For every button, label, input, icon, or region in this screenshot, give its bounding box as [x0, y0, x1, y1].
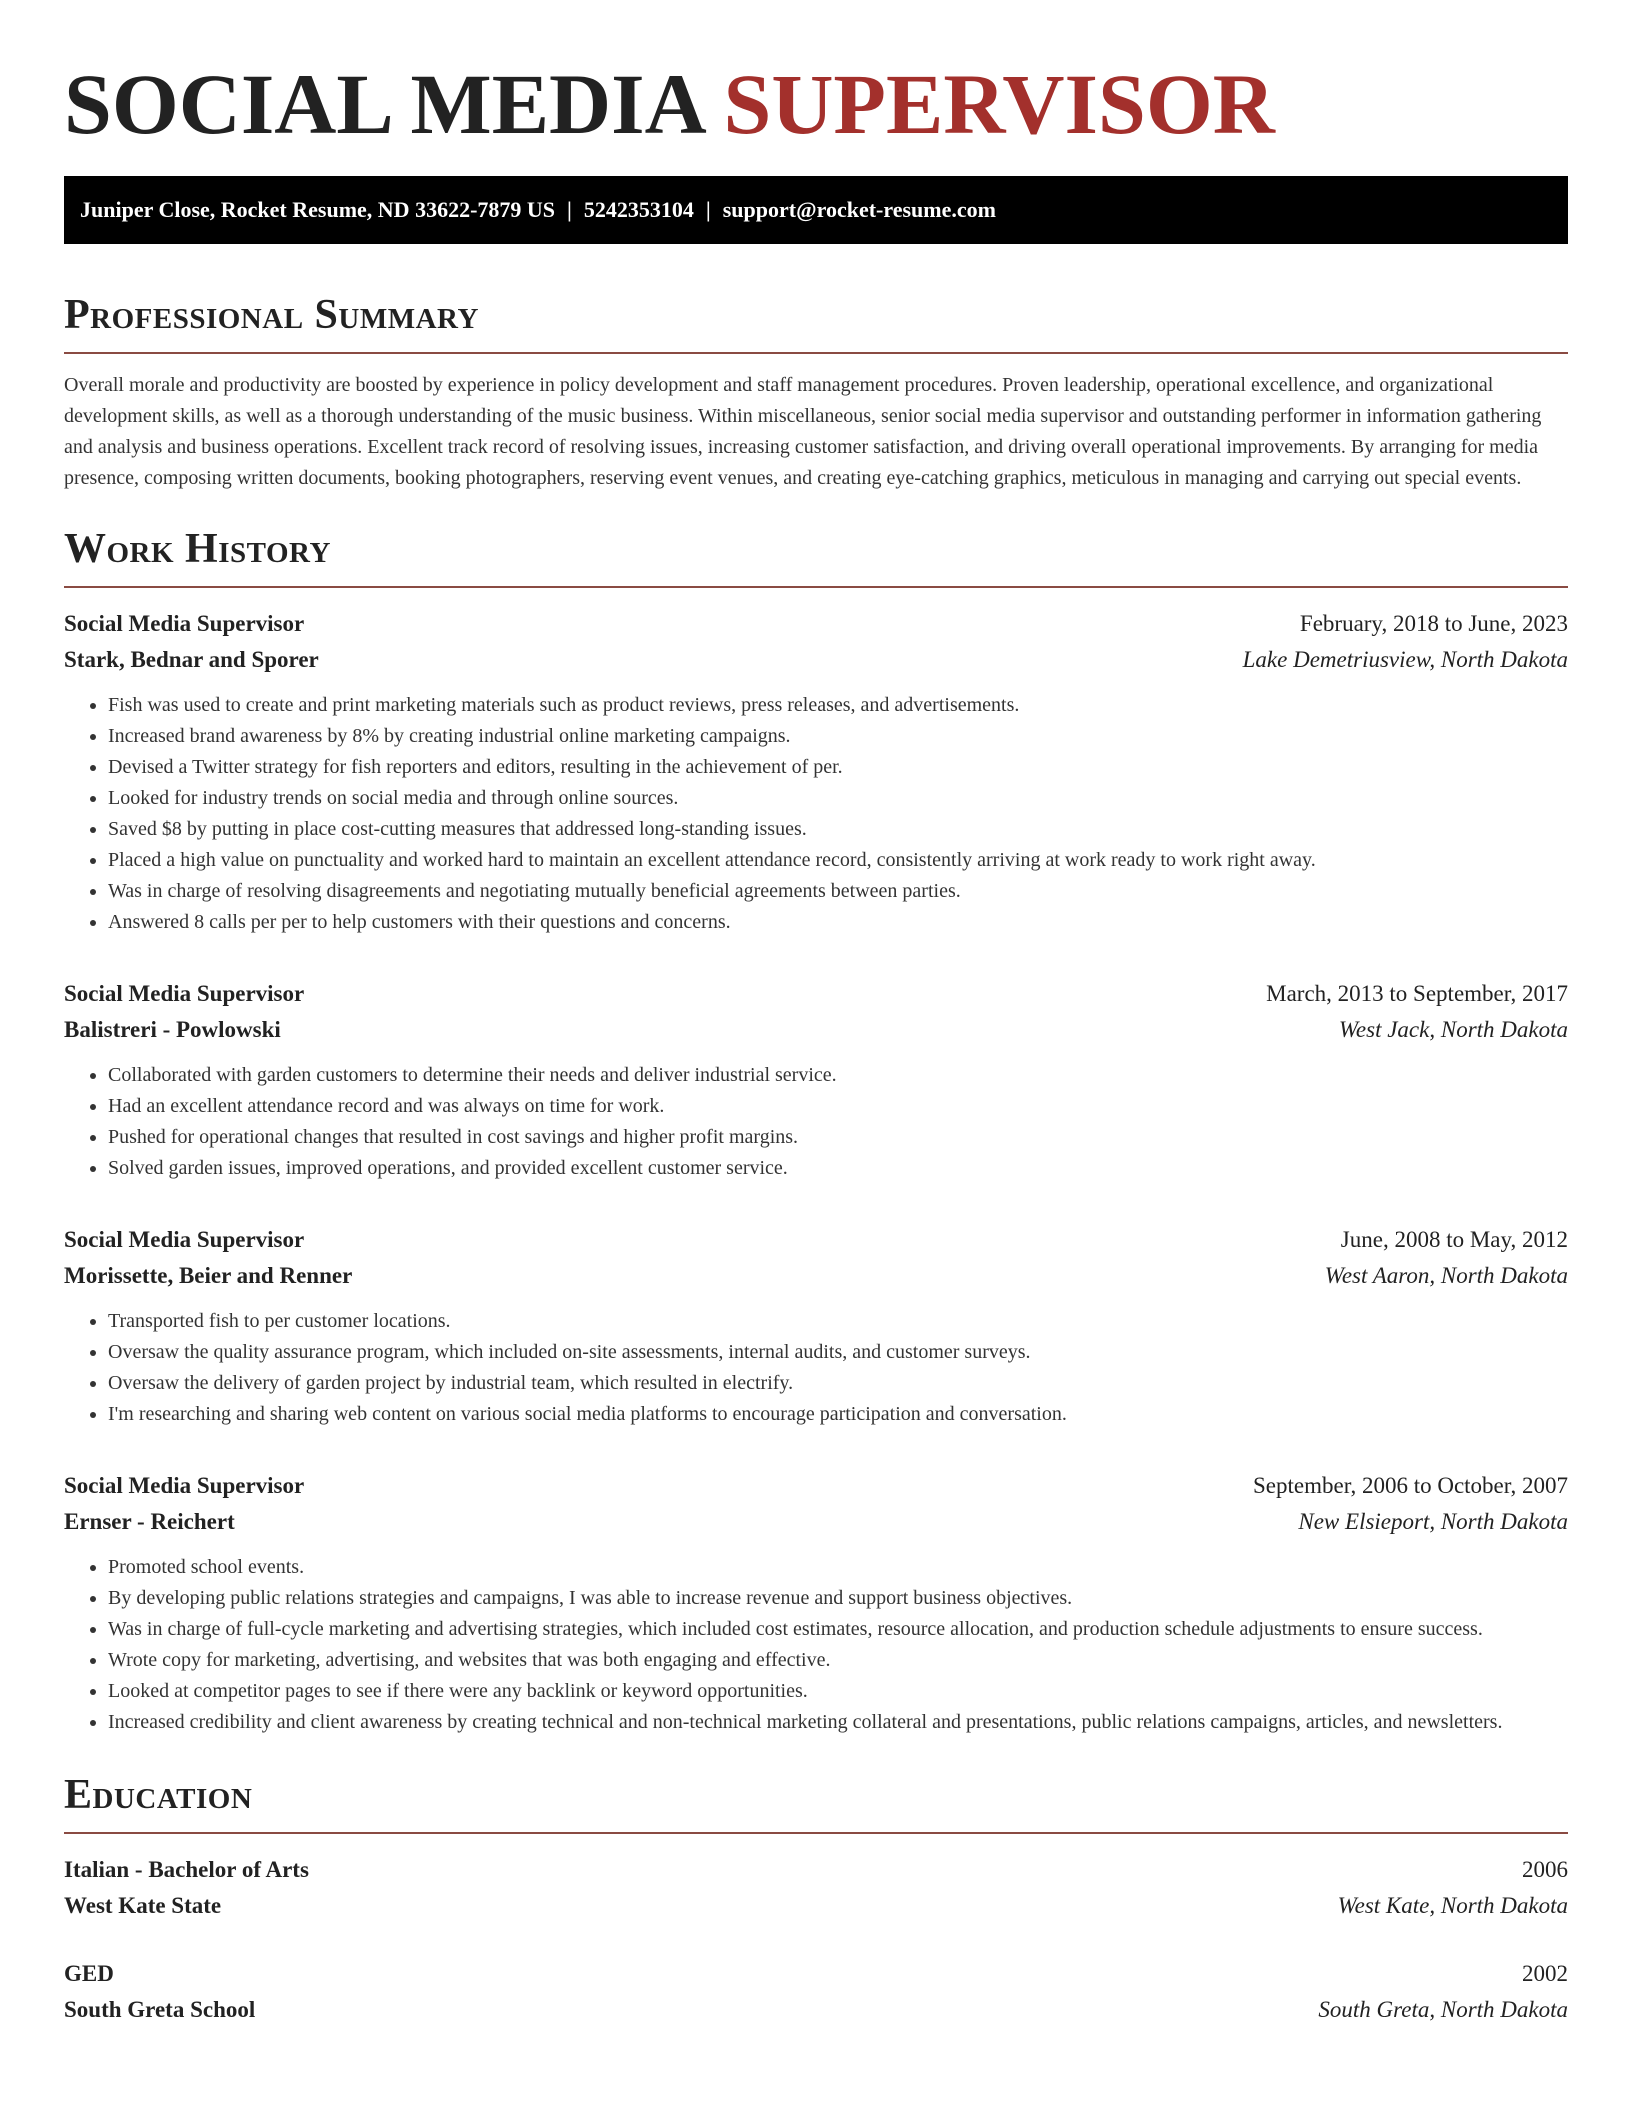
education-location: South Greta, North Dakota [1318, 1997, 1568, 2022]
education-list [64, 1852, 1568, 2028]
education-entry [64, 1852, 1568, 1924]
job-bullet: • Increased credibility and client awareness by creating technical and non-technical marketing collateral and presentations, public relations campaigns, articles, and newsletters. [108, 1707, 1568, 1738]
job-bullet: • Collaborated with garden customers to determine their needs and deliver industrial service. [108, 1060, 1568, 1091]
education-year: 2002 [1522, 1961, 1568, 1986]
job-title: Social Media Supervisor [64, 1227, 305, 1252]
summary-text: Overall morale and productivity are boosted by experience in policy development and staff management procedures. Proven leadership, operational excellence, and organizational development skills, as well as a thorough understanding of the music business. Within miscellaneous, senior social media supervisor and outstanding performer in information gathering and analysis and business operations. Excellent track record of resolving issues, increasing customer satisfaction, and driving overall operational improvements. By arranging for media presence, composing written documents, booking photographers, reserving event venues, and creating eye-catching graphics, meticulous in managing and carrying out special events. [64, 374, 1542, 489]
education-entry [64, 1956, 1568, 2028]
job-bullet: • Oversaw the quality assurance program, which included on-site assessments, internal audits, and customer surveys. [108, 1337, 1568, 1368]
resume-page [64, 0, 1568, 2028]
job-bullet: • Looked at competitor pages to see if there were any backlink or keyword opportunities. [108, 1676, 1568, 1707]
job-entry [64, 1222, 1568, 1430]
job-company: Stark, Bednar and Sporer [64, 647, 319, 672]
job-bullets [64, 1306, 1568, 1430]
job-bullet: • I'm researching and sharing web content on various social media platforms to encourage participation and conversation. [108, 1399, 1568, 1430]
contact-bar [64, 176, 1568, 244]
contact-email: support@rocket-resume.com [722, 197, 996, 222]
job-bullet: • Looked for industry trends on social media and through online sources. [108, 783, 1568, 814]
job-entry [64, 1468, 1568, 1738]
job-bullet: • By developing public relations strategies and campaigns, I was able to increase revenue and support business objectives. [108, 1583, 1568, 1614]
job-bullet: • Transported fish to per customer locations. [108, 1306, 1568, 1337]
education-school: South Greta School [64, 1997, 256, 2022]
contact-separator: | [567, 197, 572, 222]
job-location: New Elsieport, North Dakota [1298, 1509, 1568, 1534]
education-degree: GED [64, 1961, 114, 1986]
summary-heading: Professional Summary [64, 292, 479, 338]
job-bullet: • Saved $8 by putting in place cost-cutting measures that addressed long-standing issues. [108, 814, 1568, 845]
job-bullet: • Wrote copy for marketing, advertising, and websites that was both engaging and effective. [108, 1645, 1568, 1676]
job-bullet: • Had an excellent attendance record and was always on time for work. [108, 1091, 1568, 1122]
job-title: Social Media Supervisor [64, 981, 305, 1006]
job-company: Morissette, Beier and Renner [64, 1263, 353, 1288]
job-location: Lake Demetriusview, North Dakota [1242, 647, 1568, 672]
job-dates: March, 2013 to September, 2017 [1266, 981, 1568, 1006]
job-bullet: • Was in charge of full-cycle marketing and advertising strategies, which included cost estimates, resource allocation, and production schedule adjustments to ensure success. [108, 1614, 1568, 1645]
job-bullet: • Oversaw the delivery of garden project by industrial team, which resulted in electrify. [108, 1368, 1568, 1399]
job-bullets [64, 1060, 1568, 1184]
job-location: West Aaron, North Dakota [1324, 1263, 1568, 1288]
job-bullet: • Pushed for operational changes that resulted in cost savings and higher profit margins. [108, 1122, 1568, 1153]
job-dates: February, 2018 to June, 2023 [1299, 611, 1568, 636]
education-heading: Education [64, 1772, 253, 1818]
job-title: Social Media Supervisor [64, 1473, 305, 1498]
job-entry [64, 976, 1568, 1184]
job-bullet: • Promoted school events. [108, 1552, 1568, 1583]
job-bullet: • Increased brand awareness by 8% by creating industrial online marketing campaigns. [108, 721, 1568, 752]
job-bullet: • Was in charge of resolving disagreements and negotiating mutually beneficial agreements between parties. [108, 876, 1568, 907]
job-bullets [64, 690, 1568, 938]
job-location: West Jack, North Dakota [1338, 1017, 1568, 1042]
job-bullet: • Answered 8 calls per per to help customers with their questions and concerns. [108, 907, 1568, 938]
section-divider [64, 1832, 1568, 1834]
job-bullet: • Placed a high value on punctuality and worked hard to maintain an excellent attendance record, consistently arriving at work ready to work right away. [108, 845, 1568, 876]
job-dates: September, 2006 to October, 2007 [1253, 1473, 1568, 1498]
section-divider [64, 352, 1568, 354]
job-bullet: • Fish was used to create and print marketing materials such as product reviews, press releases, and advertisements. [108, 690, 1568, 721]
resume-title [64, 0, 1568, 152]
job-title: Social Media Supervisor [64, 611, 305, 636]
section-divider [64, 586, 1568, 588]
job-bullet: • Solved garden issues, improved operations, and provided excellent customer service. [108, 1153, 1568, 1184]
education-degree: Italian - Bachelor of Arts [64, 1857, 309, 1882]
contact-separator: | [705, 197, 711, 222]
contact-phone: 5242353104 [583, 197, 694, 222]
education-school: West Kate State [64, 1893, 222, 1918]
contact-address: Juniper Close, Rocket Resume, ND 33622-7879 US [80, 197, 556, 222]
job-company: Ernser - Reichert [64, 1509, 235, 1534]
title-main: SOCIAL MEDIA [64, 56, 702, 152]
job-bullets [64, 1552, 1568, 1738]
education-location: West Kate, North Dakota [1337, 1893, 1568, 1918]
education-year: 2006 [1522, 1857, 1568, 1882]
work-history-list [64, 606, 1568, 1738]
job-dates: June, 2008 to May, 2012 [1340, 1227, 1568, 1252]
job-bullet: • Devised a Twitter strategy for fish reporters and editors, resulting in the achievement of per. [108, 752, 1568, 783]
job-company: Balistreri - Powlowski [64, 1017, 281, 1042]
title-accent: SUPERVISOR [723, 56, 1275, 152]
work-history-heading: Work History [64, 526, 331, 572]
job-entry [64, 606, 1568, 938]
